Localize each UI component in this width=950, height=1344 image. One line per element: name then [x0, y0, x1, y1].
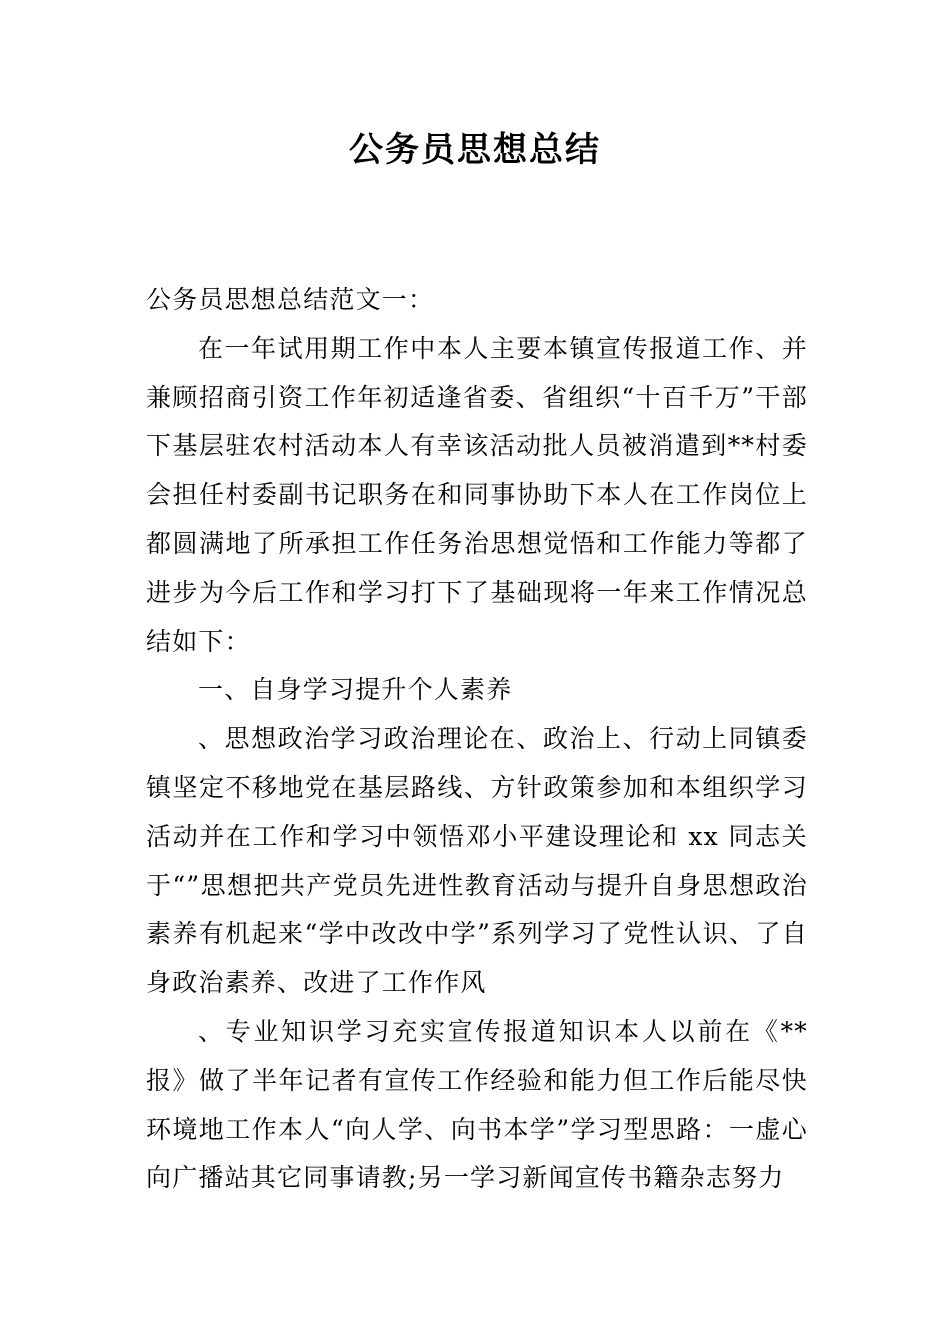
paragraph-political-study: 、思想政治学习政治理论在、政治上、行动上同镇委镇坚定不移地党在基层路线、方针政策参加和本组织学习活动并在工作和学习中领悟邓小平建设理论和 xx 同志关于“”思想把共产党员先进性教育活动与提升自身思想政治素养有机起来“学中改改中学”系列学习了党性认识、了自身政治素养、改进了工作作风: [146, 724, 808, 998]
paragraph-overview: 在一年试用期工作中本人主要本镇宣传报道工作、并兼顾招商引资工作年初适逢省委、省组织“十百千万”干部下基层驻农村活动本人有幸该活动批人员被消遣到**村委会担任村委副书记职务在和同事协助下本人在工作岗位上都圆满地了所承担工作任务治思想觉悟和工作能力等都了进步为今后工作和学习打下了基础现将一年来工作情况总结如下：: [146, 333, 808, 656]
paragraph-intro: 公务员思想总结范文一：: [146, 285, 435, 314]
section-heading: 一、自身学习提升个人素养: [198, 675, 513, 705]
document-body: [146, 276, 808, 1203]
paragraph-professional-study: 、专业知识学习充实宣传报道知识本人以前在《**报》做了半年记者有宣传工作经验和能力但工作后能尽快环境地工作本人“向人学、向书本学”学习型思路：一虚心向广播站其它同事请教;另一学习新闻宣传书籍杂志努力: [146, 1016, 808, 1193]
document-title: 公务员思想总结: [349, 130, 601, 170]
